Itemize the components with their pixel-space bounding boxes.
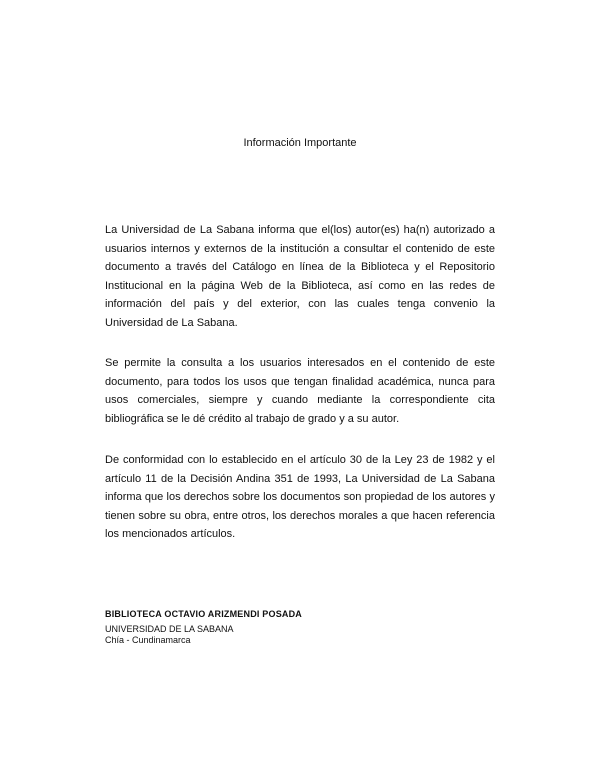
paragraph-usage: Se permite la consulta a los usuarios interesados en el contenido de este documento, para todos los usos que tengan finalidad académica, nunca para usos comerciales, siempre y cuando mediante la correspondiente cita bibliográfica se le dé crédito al trabajo de grado y a su autor.: [105, 357, 495, 425]
location: Chía - Cundinamarca: [105, 635, 191, 645]
page-title: Información Importante: [243, 137, 357, 149]
paragraph-rights: De conformidad con lo establecido en el artículo 30 de la Ley 23 de 1982 y el artículo 11 de la Decisión Andina 351 de 1993, La Universidad de La Sabana informa que los derechos sobre los documentos son propiedad de los autores y tienen sobre su obra, entre otros, los derechos morales a que hacen referencia los mencionados artículos.: [105, 454, 495, 540]
paragraph-authorization: La Universidad de La Sabana informa que el(los) autor(es) ha(n) autorizado a usuarios internos y externos de la institución a consultar el contenido de este documento a través del Catálogo en línea de la Biblioteca y el Repositorio Institucional en la página Web de la Biblioteca, así como en las redes de información del país y del exterior, con las cuales tenga convenio la Universidad de La Sabana.: [105, 224, 495, 329]
footer-block: [105, 608, 495, 646]
university-name: UNIVERSIDAD DE LA SABANA: [105, 624, 234, 634]
library-name: BIBLIOTECA OCTAVIO ARIZMENDI POSADA: [105, 609, 302, 619]
